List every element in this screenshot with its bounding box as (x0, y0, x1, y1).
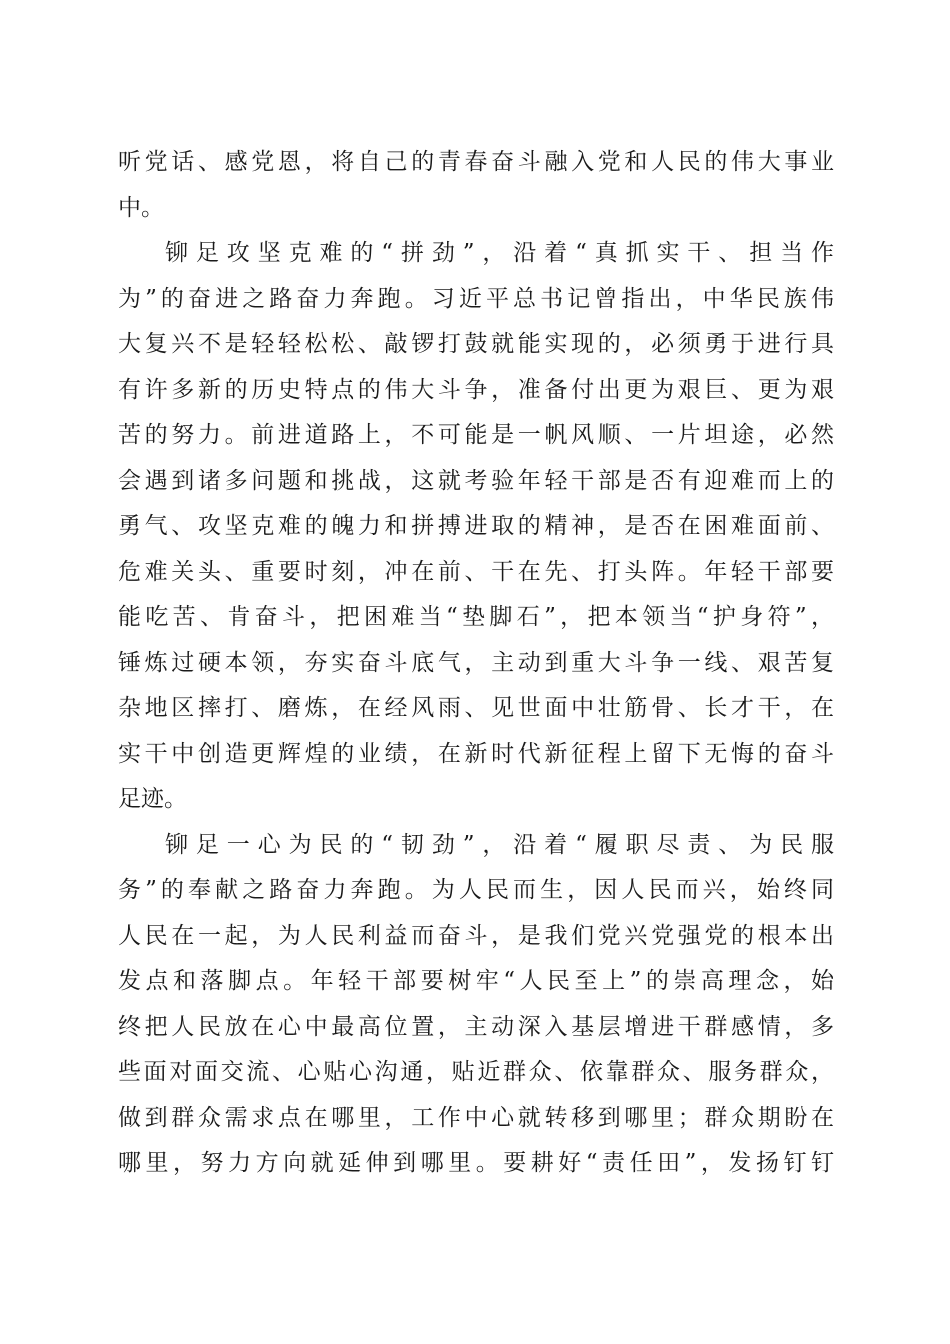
text-line: 大复兴不是轻轻松松、敲锣打鼓就能实现的，必须勇于进行具 (118, 331, 834, 357)
text-line: 哪里，努力方向就延伸到哪里。要耕好“责任田”，发扬钉钉 (118, 1150, 834, 1176)
text-line: 会遇到诸多问题和挑战，这就考验年轻干部是否有迎难而上的 (118, 467, 834, 494)
text-line: 锤炼过硬本领，夯实奋斗底气，主动到重大斗争一线、艰苦复 (118, 649, 834, 676)
text-line: 危难关头、重要时刻，冲在前、干在先、打头阵。年轻干部要 (118, 558, 834, 585)
text-line: 为”的奋进之路奋力奔跑。习近平总书记曾指出，中华民族伟 (118, 285, 834, 312)
text-line: 做到群众需求点在哪里，工作中心就转移到哪里；群众期盼在 (118, 1104, 834, 1131)
text-line: 勇气、攻坚克难的魄力和拼搏进取的精神，是否在困难面前、 (118, 513, 834, 539)
text-line: 铆足一心为民的“韧劲”，沿着“履职尽责、为民服 (165, 831, 834, 858)
body-text (118, 140, 834, 1187)
text-line: 铆足攻坚克难的“拼劲”，沿着“真抓实干、担当作 (165, 240, 834, 266)
text-line: 实干中创造更辉煌的业绩，在新时代新征程上留下无悔的奋斗 (118, 740, 834, 767)
text-line: 杂地区摔打、磨炼，在经风雨、见世面中壮筋骨、长才干，在 (118, 695, 834, 721)
text-line: 足迹。 (118, 786, 187, 812)
text-line: 有许多新的历史特点的伟大斗争，准备付出更为艰巨、更为艰 (118, 376, 834, 403)
text-line: 苦的努力。前进道路上，不可能是一帆风顺、一片坦途，必然 (118, 422, 834, 448)
text-line: 发点和落脚点。年轻干部要树牢“人民至上”的崇高理念，始 (118, 968, 834, 994)
text-line: 终把人民放在心中最高位置，主动深入基层增进干群感情，多 (118, 1013, 834, 1040)
text-line: 人民在一起，为人民利益而奋斗，是我们党兴党强党的根本出 (118, 922, 834, 949)
text-line: 务”的奉献之路奋力奔跑。为人民而生，因人民而兴，始终同 (118, 877, 834, 903)
text-line: 些面对面交流、心贴心沟通，贴近群众、依靠群众、服务群众， (118, 1059, 834, 1085)
text-line: 中。 (118, 194, 164, 221)
text-line: 能吃苦、肯奋斗，把困难当“垫脚石”，把本领当“护身符”， (118, 604, 834, 630)
text-line: 听党话、感党恩，将自己的青春奋斗融入党和人民的伟大事业 (118, 149, 834, 175)
